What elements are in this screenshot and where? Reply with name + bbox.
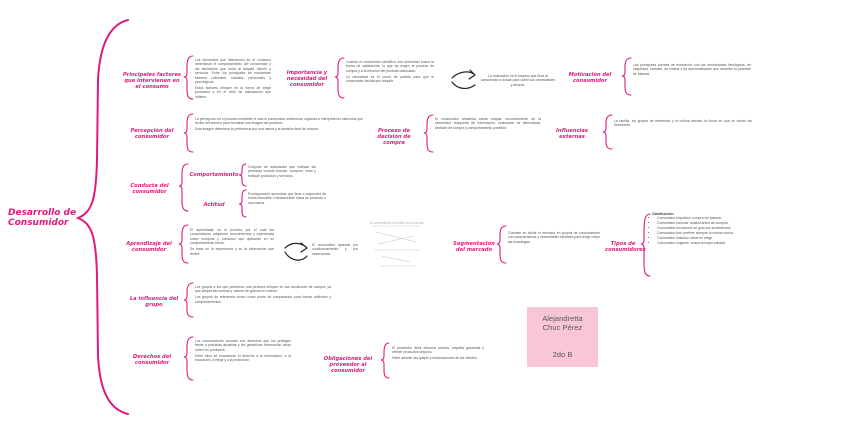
brace-6 — [184, 283, 193, 317]
author-name-line-2: Chuc Pérez — [542, 323, 583, 332]
branch-7-sub-paragraph: El proveedor debe informar precios, respetar garantías y ofrecer productos seguros. — [392, 346, 484, 355]
branch-4-title: Conducta del consumidor — [130, 183, 169, 196]
branch-3-sub2-text: La familia, los grupos de referencia y la cultura afectan la forma en que se toman las decisiones. — [614, 119, 752, 128]
list-item: • Consumidor exigente: busca la mejor calidad. — [657, 241, 838, 245]
branch-1-paragraph-2: Estos factores influyen en la forma de elegir productos y en el nivel de satisfacción que obtiene. — [195, 85, 271, 99]
brace-5b — [497, 226, 506, 263]
brace-3 — [184, 114, 193, 152]
branch-3-sub-paragraph: El consumidor atraviesa varias etapas: reconocimiento de la necesidad, búsqueda de información, evaluación de alternativas, decisión de compra y comportamiento posterior. — [435, 117, 541, 130]
author-name-line-1: Alejandretta — [542, 314, 583, 323]
branch-5-list-title: Clasificación: — [652, 212, 675, 216]
branch-4-sub-2-label: Actitud — [203, 202, 225, 208]
branch-3-paragraph: La percepción es el proceso mediante el cual el consumidor selecciona, organiza e interpreta los estímulos que recibe del entorno para formarse una imagen del producto. — [195, 117, 363, 126]
branch-4-sub-1-text: Conjunto de actividades que realizan las personas cuando buscan, compran, usan y evalúan productos y servicios. — [248, 165, 316, 178]
brace-4 — [179, 164, 188, 211]
list-item: • Consumidor impulsivo: compra sin planear. — [657, 216, 838, 220]
branch-2-paragraph: Cuando el consumidor identifica una necesidad busca la forma de satisfacerla, lo que da origen al proceso de compra y a la elección del producto adecuado. — [346, 60, 434, 73]
branch-5-paragraph-2: Se basa en la experiencia y en la información que recibe. — [190, 247, 274, 256]
brace-4a — [239, 164, 246, 186]
brace-7 — [184, 337, 193, 380]
branch-5-sub-text: Consiste en dividir el mercado en grupos de consumidores con características y necesidades similares para dirigir mejor las estrategias. — [508, 231, 600, 244]
branch-2-sub-title: Motivación del consumidor — [568, 72, 612, 85]
branch-5-scribble-text: El aprendizaje modifica la conducta — [370, 221, 424, 225]
branch-5-list-items — [652, 216, 838, 245]
list-item: • Consumidor emocional: se guía por sentimientos. — [657, 226, 838, 230]
brace-5 — [179, 225, 188, 263]
branch-7-sub-text — [392, 346, 484, 362]
list-item: • Consumidor racional: analiza antes de comprar. — [657, 221, 838, 225]
branch-1-paragraph: Los elementos que intervienen en el consumo determinan el comportamiento del consumidor y las decisiones que toma al adquirir bienes y servicios. Entre los principales se encuentran factores culturales, sociales, personales y psicológicos. — [195, 58, 271, 85]
brace-2 — [335, 58, 344, 98]
brace-7b — [381, 343, 389, 378]
branch-1-title: Principales factores que intervienen en el consumo — [123, 72, 181, 91]
branch-7-paragraph: Los consumidores cuentan con derechos que los protegen frente a prácticas abusivas y les garantizan información veraz sobre los productos. — [195, 339, 291, 352]
branch-5-title: Aprendizaje del consumidor — [126, 241, 172, 254]
branch-5-sub2-title: Tipos de consumidores — [605, 241, 646, 254]
branch-3-sub-title: Proceso de decisión de compra — [377, 128, 411, 147]
branch-2-arrow-text: La motivación es el impulso que lleva al consumidor a actuar para cubrir sus necesidades y deseos. — [480, 74, 556, 87]
branch-4-sub-2-text: Predisposición aprendida que lleva a responder de forma favorable o desfavorable hacia un producto o una marca. — [248, 192, 326, 205]
branch-5-list — [652, 212, 838, 246]
author-grade: 2do B — [552, 350, 573, 359]
branch-3-text — [195, 117, 363, 133]
arrow-icon-2 — [285, 243, 307, 260]
branch-6-paragraph: Los grupos a los que pertenece una persona influyen en sus decisiones de compra, ya que adopta las normas y valores de quienes le rodean. — [195, 285, 331, 294]
branch-2-text — [346, 60, 434, 85]
list-item: • Consumidor indeciso: tarda en elegir. — [657, 236, 838, 240]
branch-3-sub-text — [435, 117, 541, 132]
brace-2b — [622, 58, 631, 95]
branch-7-text — [195, 339, 291, 364]
branch-3-paragraph-2: Esta imagen determina la preferencia por una marca y la decisión final de compra. — [195, 127, 319, 132]
brace-1 — [184, 56, 193, 99]
branch-2-sub-text: Las principales fuentes de motivación son las necesidades fisiológicas, de seguridad, sociales, de estima y de autorrealización que describe la pirámide de Maslow. — [633, 63, 751, 76]
branch-7-sub-title: Obligaciones del proveedor al consumidor — [323, 356, 373, 375]
branch-2-title: Importancia y necesidad del consumidor — [286, 70, 328, 89]
branch-5-paragraph: El aprendizaje es el proceso por el cual los consumidores adquieren conocimientos y experiencia sobre compras y consumo que aplicarán en su comportamiento futuro. — [190, 228, 274, 246]
branch-3-sub2-title: Influencias externas — [555, 128, 589, 141]
branch-7-paragraph-2: Entre ellos se encuentran el derecho a la información, a la educación, a elegir y a la protección. — [195, 353, 291, 363]
branch-5-arrow-text: El consumidor aprende por condicionamiento y por observación. — [312, 243, 358, 256]
branch-3-title: Percepción del consumidor — [130, 128, 174, 141]
arrow-icon-1 — [452, 70, 475, 88]
branch-6-paragraph-2: Los grupos de referencia sirven como punto de comparación para formar actitudes y comportamientos. — [195, 295, 331, 304]
branch-7-sub-paragraph-2: Debe atender las quejas y reclamaciones de los clientes. — [392, 356, 478, 361]
branch-6-text — [195, 285, 331, 306]
main-title: Desarrollo de Consumidor — [8, 208, 77, 228]
brace-4b — [239, 190, 246, 217]
branch-5-text — [190, 228, 274, 257]
list-item: • Consumidor leal: prefiere siempre la misma marca. — [657, 231, 838, 235]
brace-3c — [603, 115, 612, 149]
branch-4-sub-1-label: Comportamiento — [189, 172, 239, 178]
branch-6-title: La influencia del grupo — [129, 296, 179, 309]
brace-3b — [424, 115, 433, 152]
branch-5-sub-title: Segmentación del mercado — [453, 241, 495, 254]
branch-7-title: Derechos del consumidor — [132, 354, 172, 367]
branch-1-text — [195, 58, 271, 101]
branch-2-paragraph-2: La necesidad es el punto de partida para que el consumidor decida qué adquirir. — [346, 74, 434, 84]
